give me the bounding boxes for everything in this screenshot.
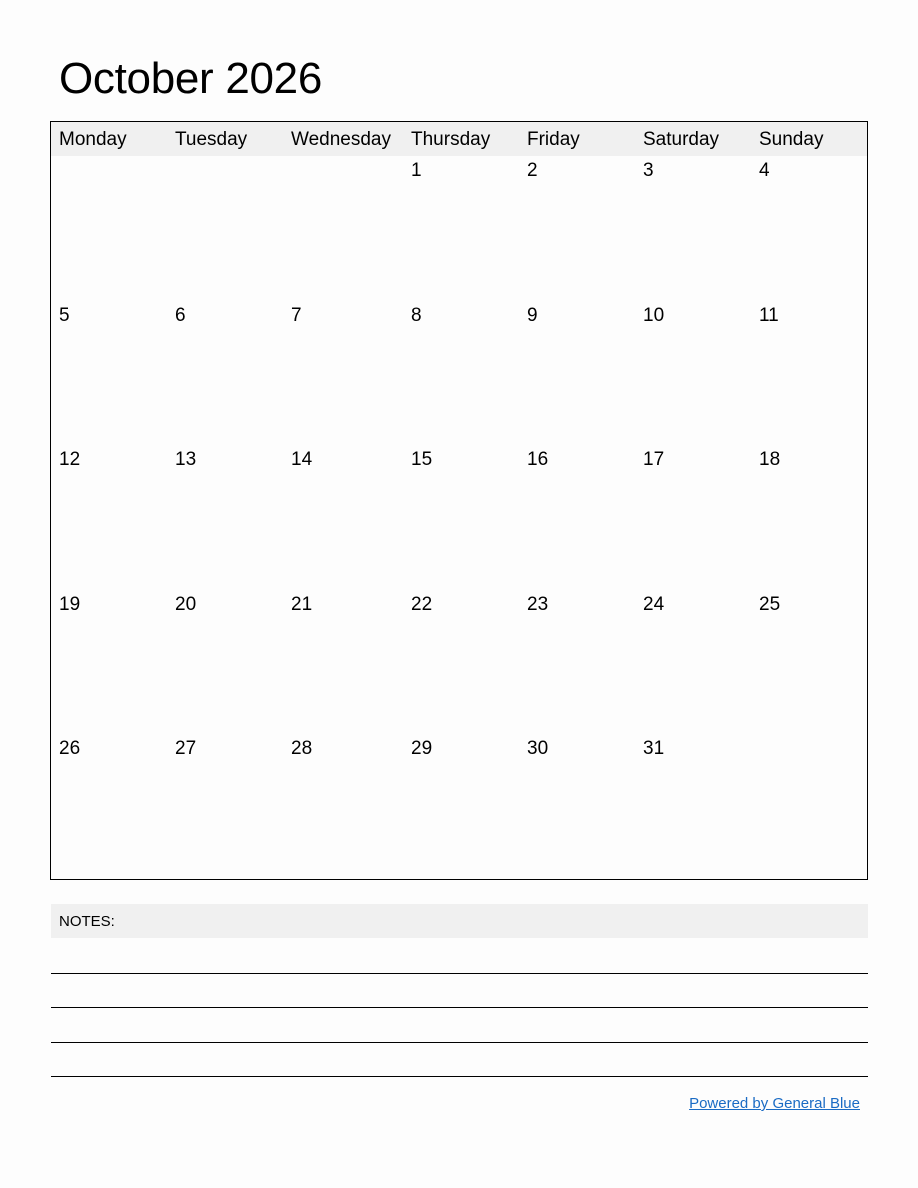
day-cell[interactable] [283, 590, 403, 735]
day-number: 16 [527, 449, 549, 471]
day-number: 7 [291, 304, 302, 326]
weekday-saturday: Saturday [643, 129, 720, 150]
calendar-title: October 2026 [59, 54, 323, 103]
weekday-friday: Friday [527, 129, 580, 150]
day-number: 19 [59, 593, 81, 615]
day-number: 13 [175, 449, 197, 471]
weekday-monday: Monday [59, 129, 127, 150]
week-row [51, 590, 867, 735]
day-cell[interactable] [635, 156, 751, 301]
day-number: 29 [411, 738, 433, 760]
day-cell[interactable] [751, 590, 867, 735]
week-row [51, 445, 867, 590]
calendar-grid [50, 121, 868, 880]
day-cell[interactable] [635, 445, 751, 590]
day-cell[interactable] [51, 734, 167, 879]
week-row [51, 734, 867, 879]
day-cell[interactable] [51, 156, 167, 301]
day-cell[interactable] [635, 590, 751, 735]
powered-by-link[interactable]: Powered by General Blue [689, 1095, 860, 1112]
day-cell[interactable] [751, 445, 867, 590]
day-cell[interactable] [519, 734, 635, 879]
day-cell[interactable] [167, 445, 283, 590]
day-cell[interactable] [283, 301, 403, 446]
day-cell[interactable] [51, 590, 167, 735]
weekday-thursday: Thursday [411, 129, 491, 150]
day-cell[interactable] [751, 156, 867, 301]
weeks-container [51, 156, 867, 879]
day-number: 10 [643, 304, 665, 326]
notes-header [51, 904, 868, 938]
day-cell[interactable] [283, 156, 403, 301]
weekday-wednesday: Wednesday [291, 129, 391, 150]
day-number: 11 [759, 304, 779, 326]
day-number: 1 [411, 160, 422, 181]
day-number: 2 [527, 160, 538, 181]
day-number: 31 [643, 738, 665, 760]
day-cell[interactable] [519, 590, 635, 735]
day-cell[interactable] [751, 734, 867, 879]
day-number: 27 [175, 738, 197, 760]
weekday-tuesday: Tuesday [175, 129, 248, 150]
day-number: 6 [175, 304, 186, 326]
notes-label: NOTES: [59, 913, 115, 930]
notes-line[interactable] [51, 1076, 868, 1077]
day-number: 18 [759, 449, 781, 471]
day-cell[interactable] [403, 590, 519, 735]
day-cell[interactable] [519, 301, 635, 446]
day-cell[interactable] [167, 156, 283, 301]
day-number: 15 [411, 449, 433, 471]
day-number: 28 [291, 738, 313, 760]
day-cell[interactable] [167, 590, 283, 735]
day-number: 14 [291, 449, 313, 471]
day-number: 12 [59, 449, 81, 471]
day-cell[interactable] [519, 445, 635, 590]
day-number: 21 [291, 593, 313, 615]
week-row [51, 301, 867, 446]
day-cell[interactable] [635, 734, 751, 879]
day-number: 20 [175, 593, 197, 615]
day-cell[interactable] [403, 301, 519, 446]
day-cell[interactable] [403, 156, 519, 301]
day-number: 17 [643, 449, 665, 471]
notes-line[interactable] [51, 1007, 868, 1008]
day-cell[interactable] [167, 734, 283, 879]
day-number: 23 [527, 593, 549, 615]
day-number: 9 [527, 304, 538, 326]
day-cell[interactable] [283, 445, 403, 590]
day-cell[interactable] [403, 445, 519, 590]
day-number: 25 [759, 593, 781, 615]
weekday-sunday: Sunday [759, 129, 824, 150]
day-cell[interactable] [283, 734, 403, 879]
day-cell[interactable] [635, 301, 751, 446]
day-number: 5 [59, 304, 70, 326]
weekday-header-row [51, 122, 867, 156]
day-cell[interactable] [51, 301, 167, 446]
week-row [51, 156, 867, 301]
notes-line[interactable] [51, 1042, 868, 1043]
day-number: 4 [759, 160, 770, 181]
day-cell[interactable] [403, 734, 519, 879]
day-number: 3 [643, 160, 654, 181]
day-cell[interactable] [519, 156, 635, 301]
notes-line[interactable] [51, 973, 868, 974]
day-number: 8 [411, 304, 422, 326]
day-cell[interactable] [167, 301, 283, 446]
day-number: 24 [643, 593, 665, 615]
day-cell[interactable] [51, 445, 167, 590]
day-cell[interactable] [751, 301, 867, 446]
day-number: 26 [59, 738, 81, 760]
day-number: 22 [411, 593, 433, 615]
day-number: 30 [527, 738, 549, 760]
